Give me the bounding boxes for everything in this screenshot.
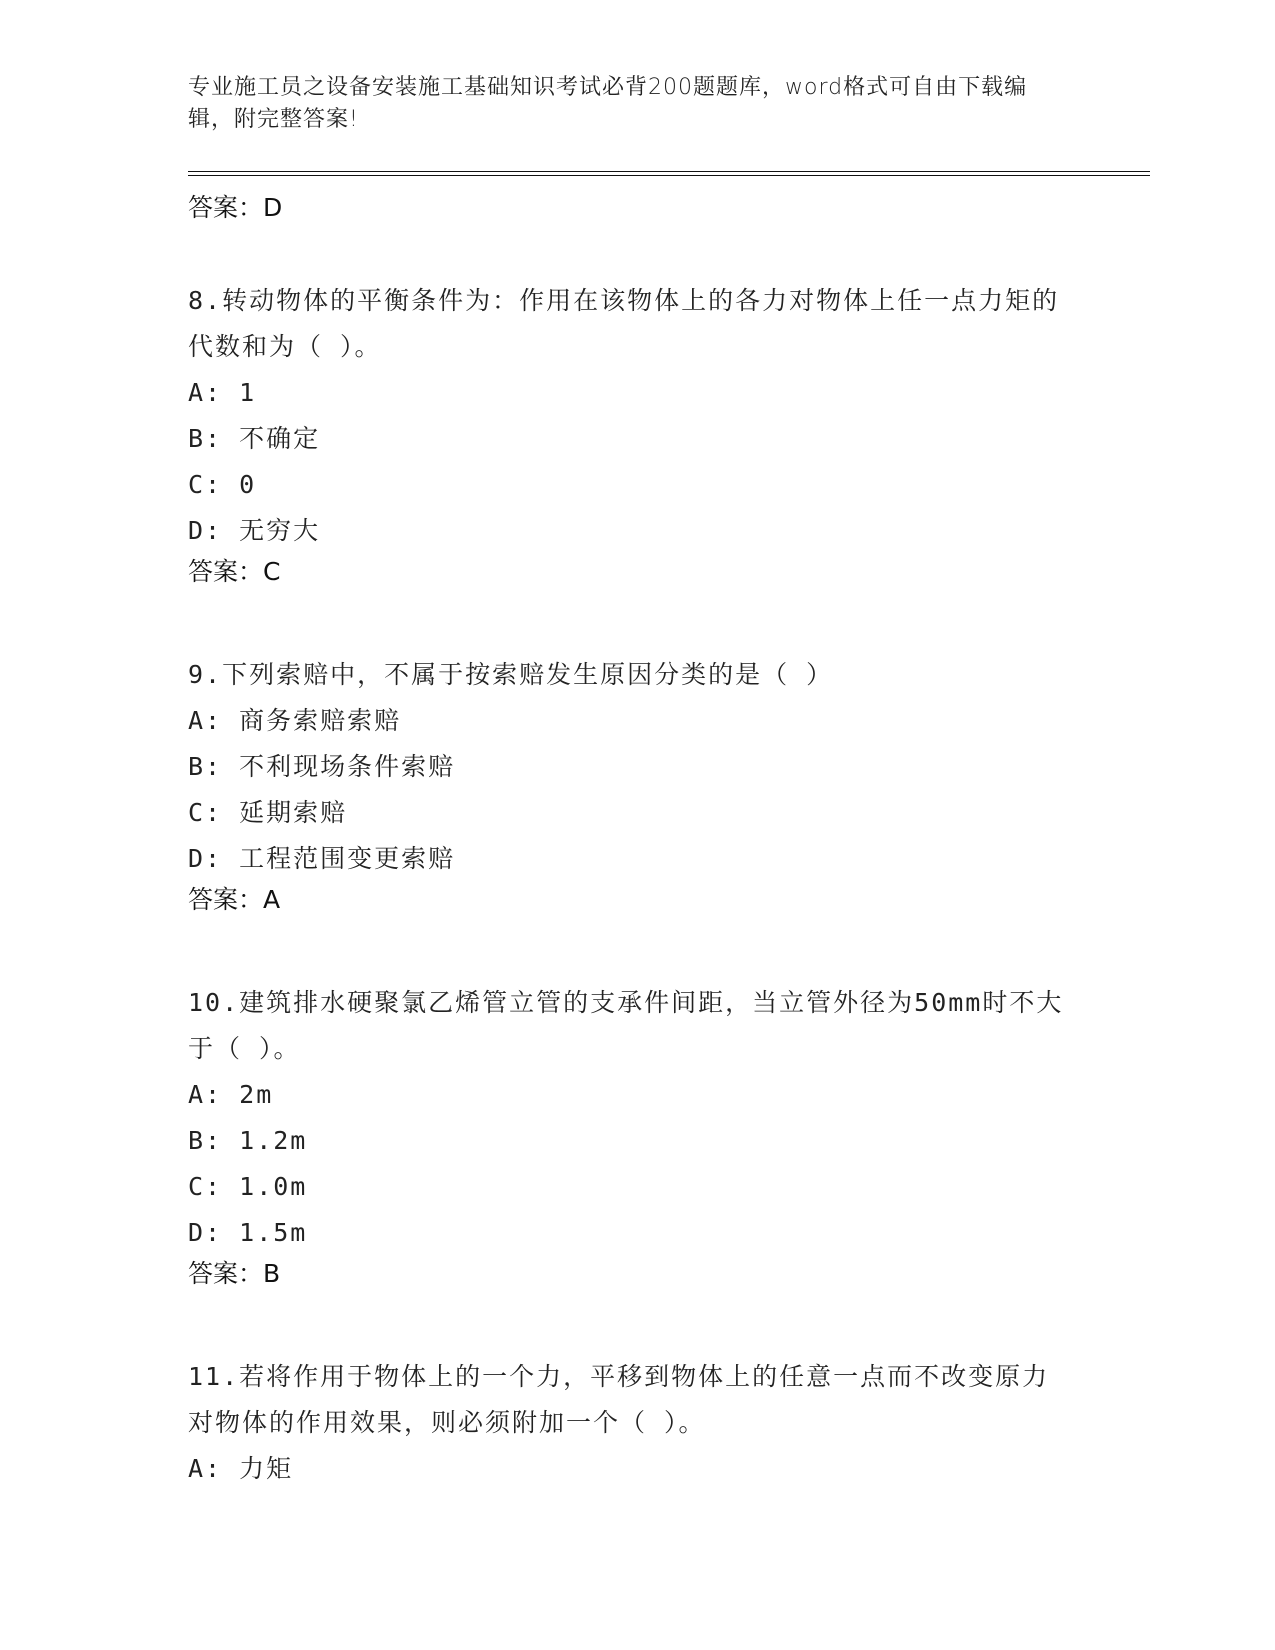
- option-a: A: 力矩: [188, 1454, 294, 1483]
- option-b: B: 不利现场条件索赔: [188, 752, 456, 781]
- question-11: [188, 1354, 1088, 1492]
- option-c: C: 延期索赔: [188, 798, 348, 827]
- option-c: C: 1.0m: [188, 1172, 308, 1201]
- question-text: 11.若将作用于物体上的一个力，平移到物体上的任意一点而不改变原力对物体的作用效果，则必须附加一个（ ）。: [188, 1362, 1050, 1437]
- question-text: 9.下列索赔中，不属于按索赔发生原因分类的是（ ）: [188, 660, 834, 689]
- header-rule-bottom: [188, 175, 1150, 176]
- question-list: [188, 190, 1088, 1492]
- option-a: A: 商务索赔索赔: [188, 706, 402, 735]
- question-text: 10.建筑排水硬聚氯乙烯管立管的支承件间距，当立管外径为50mm时不大于（ ）。: [188, 988, 1064, 1063]
- option-d: D: 无穷大: [188, 516, 321, 545]
- answer-text: 答案：A: [188, 885, 281, 914]
- option-b: B: 不确定: [188, 424, 321, 453]
- option-d: D: 工程范围变更索赔: [188, 844, 456, 873]
- question-10: [188, 980, 1088, 1292]
- header-rule-top: [188, 171, 1150, 172]
- option-a: A: 2m: [188, 1080, 274, 1109]
- question-9: [188, 652, 1088, 918]
- answer-text: 答案：C: [188, 557, 281, 586]
- option-c: C: 0: [188, 470, 257, 499]
- option-d: D: 1.5m: [188, 1218, 308, 1247]
- question-text: 8.转动物体的平衡条件为：作用在该物体上的各力对物体上任一点力矩的代数和为（ ）。: [188, 286, 1060, 361]
- previous-answer: 答案：D: [188, 193, 283, 222]
- answer-text: 答案：B: [188, 1259, 281, 1288]
- question-8: [188, 278, 1088, 590]
- document-header: 专业施工员之设备安装施工基础知识考试必背200题题库，word格式可自由下载编辑，附完整答案!: [188, 75, 1028, 132]
- option-a: A: 1: [188, 378, 257, 407]
- option-b: B: 1.2m: [188, 1126, 308, 1155]
